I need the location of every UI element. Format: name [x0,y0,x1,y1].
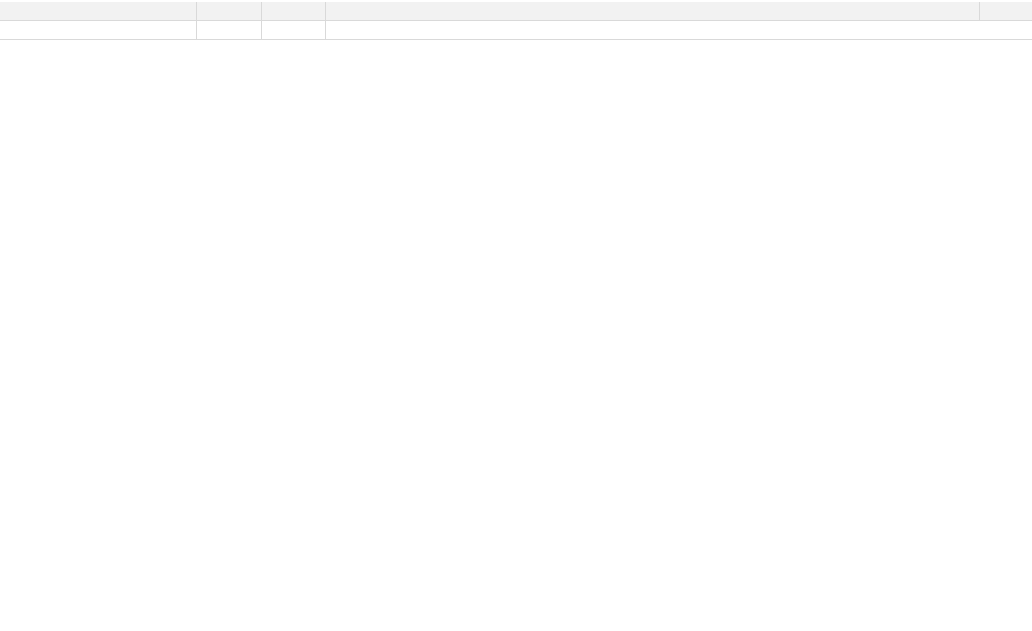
regimen-letters [980,21,1032,39]
regimens-cell [326,21,980,39]
header-row-1 [0,2,1032,21]
header-definitions [326,2,980,20]
header-european [197,2,262,20]
lower-arch-title [0,21,197,39]
header-usa [262,2,326,20]
notation-label [197,21,262,39]
header-row-2 [0,21,1032,40]
header-title [0,2,197,20]
header-regimen-blank [980,2,1032,20]
equivalent-label [262,21,326,39]
